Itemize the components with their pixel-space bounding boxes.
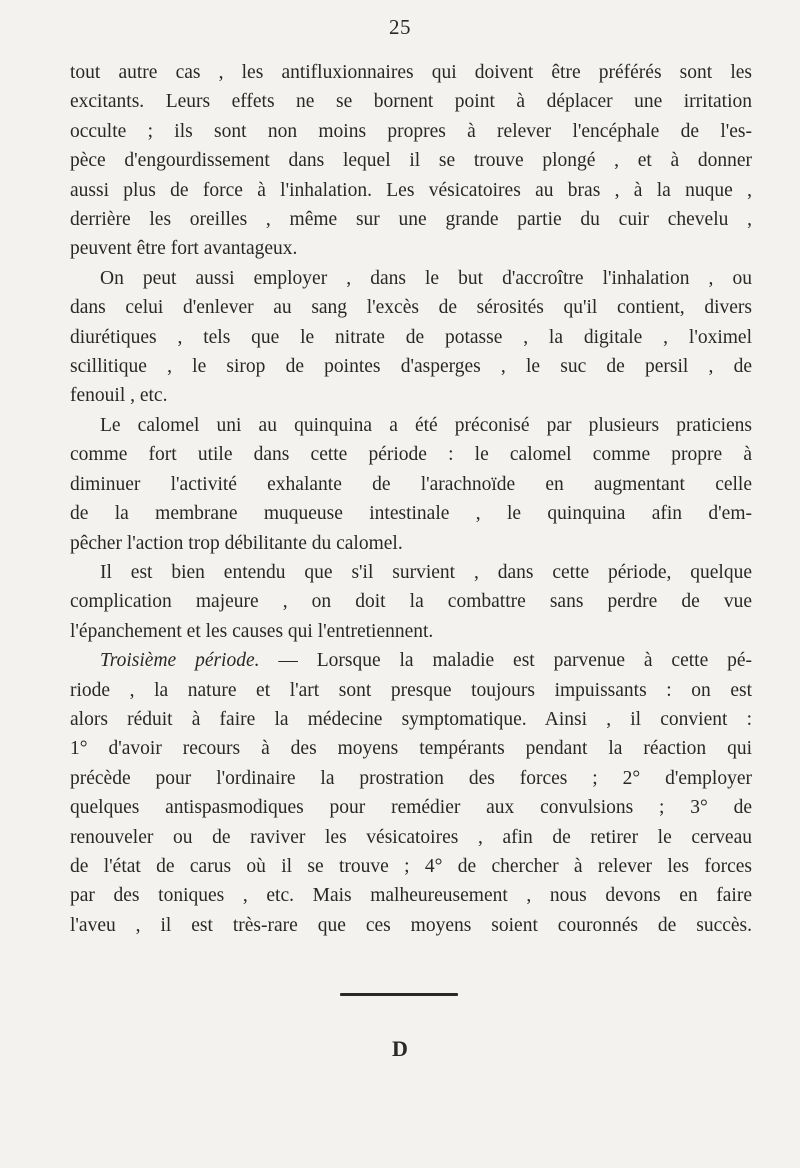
text-line: Le calomel uni au quinquina a été préconisé par plusieurs praticiens — [100, 414, 752, 436]
section-divider — [340, 993, 458, 996]
signature-mark: D — [392, 1036, 408, 1061]
paragraph — [70, 646, 752, 940]
text-line: tout autre cas , les antifluxionnaires qui doivent être préférés sont les — [70, 62, 752, 83]
text-line: par des toniques , etc. Mais malheureusement , nous devons en faire — [70, 885, 752, 907]
page-number: 25 — [389, 15, 411, 39]
text-line: diurétiques , tels que le nitrate de potasse , la digitale , l'oximel — [70, 326, 752, 348]
text-line: l'aveu , il est très-rare que ces moyens soient couronnés de succès. — [70, 914, 752, 936]
body-text — [70, 58, 752, 940]
text-line: derrière les oreilles , même sur une grande partie du cuir chevelu , — [70, 209, 752, 231]
text-line: renouveler ou de raviver les vésicatoires , afin de retirer le cerveau — [70, 826, 752, 848]
text-line: précède pour l'ordinaire la prostration des forces ; 2° d'employer — [70, 767, 752, 789]
text-line: de l'état de carus où il se trouve ; 4° de chercher à relever les forces — [70, 855, 752, 877]
text-line: excitants. Leurs effets ne se bornent point à déplacer une irritation — [70, 91, 752, 113]
text-line: comme fort utile dans cette période : le calomel comme propre à — [70, 444, 752, 466]
text-line: pêcher l'action trop débilitante du calomel. — [70, 532, 403, 554]
paragraph — [70, 264, 752, 411]
text-line: riode , la nature et l'art sont presque toujours impuissants : on est — [70, 679, 752, 701]
text-line: complication majeure , on doit la combattre sans perdre de vue — [70, 591, 752, 613]
text-line: scillitique , le sirop de pointes d'asperges , le suc de persil , de — [70, 356, 752, 378]
paragraph — [70, 558, 752, 646]
text-line: quelques antispasmodiques pour remédier aux convulsions ; 3° de — [70, 797, 752, 819]
text-line: occulte ; ils sont non moins propres à relever l'encéphale de l'es- — [70, 120, 752, 142]
paragraph — [70, 58, 752, 264]
text-line: peuvent être fort avantageux. — [70, 238, 298, 260]
text-line: dans celui d'enlever au sang l'excès de sérosités qu'il contient, divers — [70, 297, 752, 319]
text-line: aussi plus de force à l'inhalation. Les vésicatoires au bras , à la nuque , — [70, 179, 752, 201]
text-line: On peut aussi employer , dans le but d'accroître l'inhalation , ou — [100, 267, 752, 289]
text-line: alors réduit à faire la médecine symptomatique. Ainsi , il convient : — [70, 708, 752, 730]
text-line: de la membrane muqueuse intestinale , le quinquina afin d'em- — [70, 503, 752, 525]
section-heading: Troisième période. — [100, 650, 260, 672]
text-line: pèce d'engourdissement dans lequel il se trouve plongé , et à donner — [70, 150, 752, 172]
text-line — [70, 646, 752, 675]
text-fragment: — Lorsque la maladie est parvenue à cette pé- — [259, 650, 752, 672]
text-line: 1° d'avoir recours à des moyens tempérants pendant la réaction qui — [70, 738, 752, 760]
text-line: diminuer l'activité exhalante de l'arachnoïde en augmentant celle — [70, 473, 752, 495]
paragraph — [70, 411, 752, 558]
text-line: Il est bien entendu que s'il survient , dans cette période, quelque — [100, 561, 752, 583]
text-line: l'épanchement et les causes qui l'entretiennent. — [70, 620, 434, 642]
text-line: fenouil , etc. — [70, 385, 168, 407]
